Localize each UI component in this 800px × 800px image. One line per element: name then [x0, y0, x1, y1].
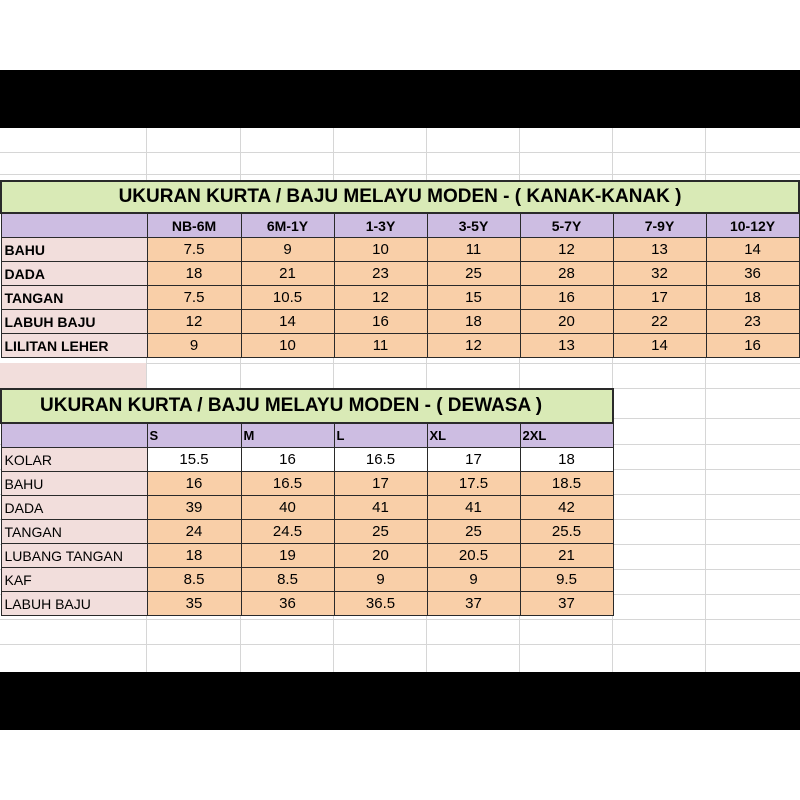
- row-label: BAHU: [1, 472, 147, 496]
- value-cell: 16.5: [334, 448, 427, 472]
- value-cell: 18: [147, 544, 241, 568]
- header-cell: 10-12Y: [706, 213, 799, 238]
- row-label: KAF: [1, 568, 147, 592]
- empty-cell: [0, 363, 146, 388]
- value-cell: 13: [520, 334, 613, 358]
- header-cell: 6M-1Y: [241, 213, 334, 238]
- header-cell: 7-9Y: [613, 213, 706, 238]
- table-row: [1, 544, 613, 568]
- value-cell: 37: [520, 592, 613, 616]
- value-cell: 36: [706, 262, 799, 286]
- value-cell: 9.5: [520, 568, 613, 592]
- value-cell: 15.5: [147, 448, 241, 472]
- value-cell: 36: [241, 592, 334, 616]
- table-row: [1, 310, 799, 334]
- value-cell: 24: [147, 520, 241, 544]
- row-label: LUBANG TANGAN: [1, 544, 147, 568]
- grid-line: [0, 152, 800, 153]
- table-row: [1, 520, 613, 544]
- value-cell: 18: [147, 262, 241, 286]
- value-cell: 20: [334, 544, 427, 568]
- value-cell: 21: [241, 262, 334, 286]
- adult-size-table: [0, 388, 614, 616]
- value-cell: 12: [520, 238, 613, 262]
- value-cell: 9: [147, 334, 241, 358]
- value-cell: 10: [334, 238, 427, 262]
- value-cell: 42: [520, 496, 613, 520]
- value-cell: 17.5: [427, 472, 520, 496]
- value-cell: 12: [334, 286, 427, 310]
- value-cell: 41: [427, 496, 520, 520]
- value-cell: 9: [427, 568, 520, 592]
- header-cell: [1, 423, 147, 448]
- value-cell: 36.5: [334, 592, 427, 616]
- value-cell: 16: [520, 286, 613, 310]
- table-row: [1, 334, 799, 358]
- value-cell: 13: [613, 238, 706, 262]
- table-row: [1, 286, 799, 310]
- header-cell: NB-6M: [147, 213, 241, 238]
- header-cell: XL: [427, 423, 520, 448]
- value-cell: 23: [706, 310, 799, 334]
- header-cell: [1, 213, 147, 238]
- value-cell: 15: [427, 286, 520, 310]
- value-cell: 17: [334, 472, 427, 496]
- value-cell: 12: [427, 334, 520, 358]
- value-cell: 24.5: [241, 520, 334, 544]
- table-row: [1, 592, 613, 616]
- value-cell: 8.5: [241, 568, 334, 592]
- value-cell: 16.5: [241, 472, 334, 496]
- value-cell: 25: [427, 262, 520, 286]
- row-label: DADA: [1, 496, 147, 520]
- value-cell: 9: [241, 238, 334, 262]
- value-cell: 14: [241, 310, 334, 334]
- value-cell: 11: [427, 238, 520, 262]
- value-cell: 18: [427, 310, 520, 334]
- table-row: [1, 262, 799, 286]
- kids-header-row: [1, 213, 799, 238]
- value-cell: 20.5: [427, 544, 520, 568]
- row-label: LILITAN LEHER: [1, 334, 147, 358]
- value-cell: 16: [241, 448, 334, 472]
- table-row: [1, 496, 613, 520]
- value-cell: 19: [241, 544, 334, 568]
- letterbox-bottom: [0, 672, 800, 730]
- value-cell: 37: [427, 592, 520, 616]
- value-cell: 35: [147, 592, 241, 616]
- row-label: KOLAR: [1, 448, 147, 472]
- value-cell: 8.5: [147, 568, 241, 592]
- value-cell: 32: [613, 262, 706, 286]
- value-cell: 16: [706, 334, 799, 358]
- value-cell: 10.5: [241, 286, 334, 310]
- grid-line: [0, 174, 800, 175]
- value-cell: 41: [334, 496, 427, 520]
- value-cell: 25: [427, 520, 520, 544]
- row-label: DADA: [1, 262, 147, 286]
- adult-header-row: [1, 423, 613, 448]
- table-row: [1, 472, 613, 496]
- header-cell: 1-3Y: [334, 213, 427, 238]
- value-cell: 25.5: [520, 520, 613, 544]
- value-cell: 18: [520, 448, 613, 472]
- letterbox-top: [0, 70, 800, 128]
- grid-line: [0, 644, 800, 645]
- adult-table-title: UKURAN KURTA / BAJU MELAYU MODEN - ( DEWASA ): [1, 389, 613, 423]
- table-row: [1, 448, 613, 472]
- row-label: LABUH BAJU: [1, 592, 147, 616]
- value-cell: 22: [613, 310, 706, 334]
- value-cell: 17: [427, 448, 520, 472]
- row-label: BAHU: [1, 238, 147, 262]
- value-cell: 25: [334, 520, 427, 544]
- row-label: TANGAN: [1, 286, 147, 310]
- grid-line: [0, 619, 800, 620]
- kids-table-title: UKURAN KURTA / BAJU MELAYU MODEN - ( KANAK-KANAK ): [1, 181, 799, 213]
- value-cell: 39: [147, 496, 241, 520]
- header-cell: 2XL: [520, 423, 613, 448]
- header-cell: 5-7Y: [520, 213, 613, 238]
- value-cell: 7.5: [147, 286, 241, 310]
- value-cell: 18: [706, 286, 799, 310]
- kids-size-table: [0, 180, 800, 358]
- value-cell: 11: [334, 334, 427, 358]
- header-cell: S: [147, 423, 241, 448]
- value-cell: 14: [706, 238, 799, 262]
- header-cell: 3-5Y: [427, 213, 520, 238]
- value-cell: 20: [520, 310, 613, 334]
- table-row: [1, 238, 799, 262]
- value-cell: 28: [520, 262, 613, 286]
- value-cell: 12: [147, 310, 241, 334]
- row-label: TANGAN: [1, 520, 147, 544]
- value-cell: 21: [520, 544, 613, 568]
- value-cell: 17: [613, 286, 706, 310]
- value-cell: 9: [334, 568, 427, 592]
- header-cell: M: [241, 423, 334, 448]
- value-cell: 14: [613, 334, 706, 358]
- value-cell: 18.5: [520, 472, 613, 496]
- row-label: LABUH BAJU: [1, 310, 147, 334]
- table-row: [1, 568, 613, 592]
- spreadsheet: [0, 128, 800, 672]
- value-cell: 10: [241, 334, 334, 358]
- value-cell: 23: [334, 262, 427, 286]
- header-cell: L: [334, 423, 427, 448]
- value-cell: 16: [334, 310, 427, 334]
- value-cell: 40: [241, 496, 334, 520]
- value-cell: 7.5: [147, 238, 241, 262]
- value-cell: 16: [147, 472, 241, 496]
